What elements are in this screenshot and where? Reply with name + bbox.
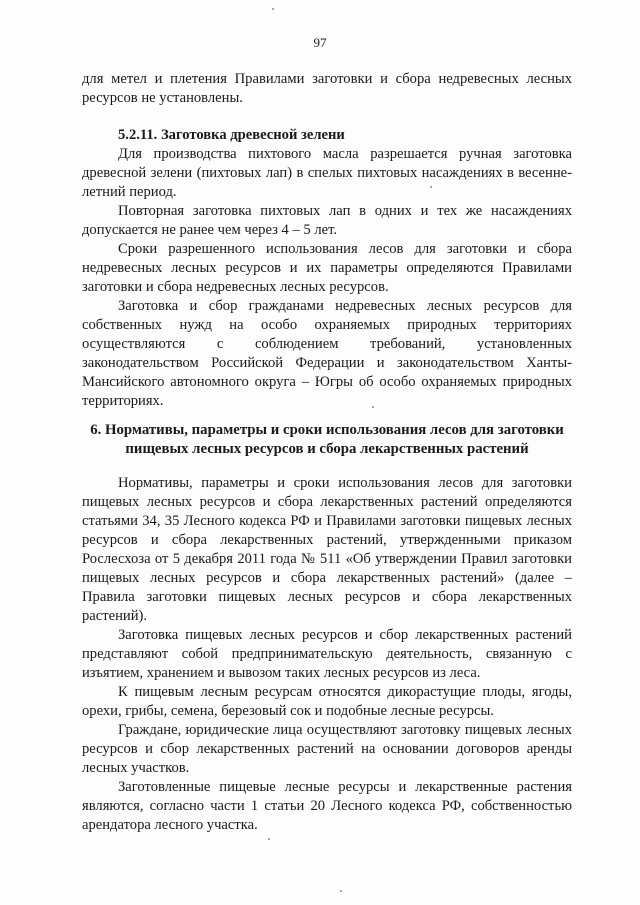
section-5-2-11: [82, 126, 572, 411]
scan-speck: [372, 406, 374, 408]
section-6-paragraph-2: Заготовка пищевых лесных ресурсов и сбор лекарственных растений представляют собой предпринимательскую деятельность, связанную с изъятием, хранением и вывозом таких лесных ресурсов из леса.: [82, 627, 572, 681]
section-6-paragraph-5: Заготовленные пищевые лесные ресурсы и лекарственные растения являются, согласно части 1 статьи 20 Лесного кодекса РФ, собственностью арендатора лесного участка.: [82, 779, 572, 833]
section-6-paragraph-4: Граждане, юридические лица осуществляют заготовку пищевых лесных ресурсов и сбор лекарственных растений на основании договоров аренды лесных участков.: [82, 722, 572, 776]
page-number: 97: [313, 35, 327, 50]
intro-block: [82, 70, 572, 108]
section-5-2-11-paragraph-2: Повторная заготовка пихтовых лап в одних и тех же насаждениях допускается не ранее чем через 4 – 5 лет.: [82, 203, 572, 238]
section-6-paragraph-3: К пищевым лесным ресурсам относятся дикорастущие плоды, ягоды, орехи, грибы, семена, березовый сок и подобные лесные ресурсы.: [82, 684, 572, 719]
section-6: [82, 421, 572, 459]
scan-speck: [272, 8, 274, 10]
scan-speck: [340, 890, 342, 892]
scan-speck: [268, 838, 270, 840]
section-6-paragraph-1: Нормативы, параметры и сроки использования лесов для заготовки пищевых лесных ресурсов и сбора лекарственных растений определяются статьями 34, 35 Лесного кодекса РФ и Правилами заготовки пищевых лесных ресурсов и сбора лекарственных растений, утвержденными приказом Рослесхоза от 5 декабря 2011 года № 511 «Об утверждении Правил заготовки пищевых лесных ресурсов и сбора лекарственных растений» (далее – Правила заготовки пищевых лесных ресурсов и сбора лекарственных растений).: [82, 475, 572, 624]
section-5-2-11-heading: 5.2.11. Заготовка древесной зелени: [118, 127, 345, 143]
section-6-heading: 6. Нормативы, параметры и сроки использования лесов для заготовки пищевых лесных ресурсов и сбора лекарственных растений: [90, 422, 564, 457]
section-5-2-11-paragraph-3: Сроки разрешенного использования лесов для заготовки и сбора недревесных лесных ресурсов и их параметры определяются Правилами заготовки и сбора недревесных лесных ресурсов.: [82, 241, 572, 295]
section-5-2-11-paragraph-4: Заготовка и сбор гражданами недревесных лесных ресурсов для собственных нужд на особо охраняемых природных территориях осуществляются с соблюдением требований, установленных законодательством Российской Федерации и законодательством Ханты-Мансийского автономного округа – Югры об особо охраняемых природных территориях.: [82, 298, 572, 409]
section-5-2-11-paragraph-1: Для производства пихтового масла разрешается ручная заготовка древесной зелени (пихтовых лап) в спелых пихтовых насаждениях в весенне-летний период.: [82, 146, 572, 200]
section-6-body: [82, 474, 572, 835]
intro-paragraph: для метел и плетения Правилами заготовки и сбора недревесных лесных ресурсов не установлены.: [82, 71, 572, 106]
scan-speck: [430, 186, 432, 188]
